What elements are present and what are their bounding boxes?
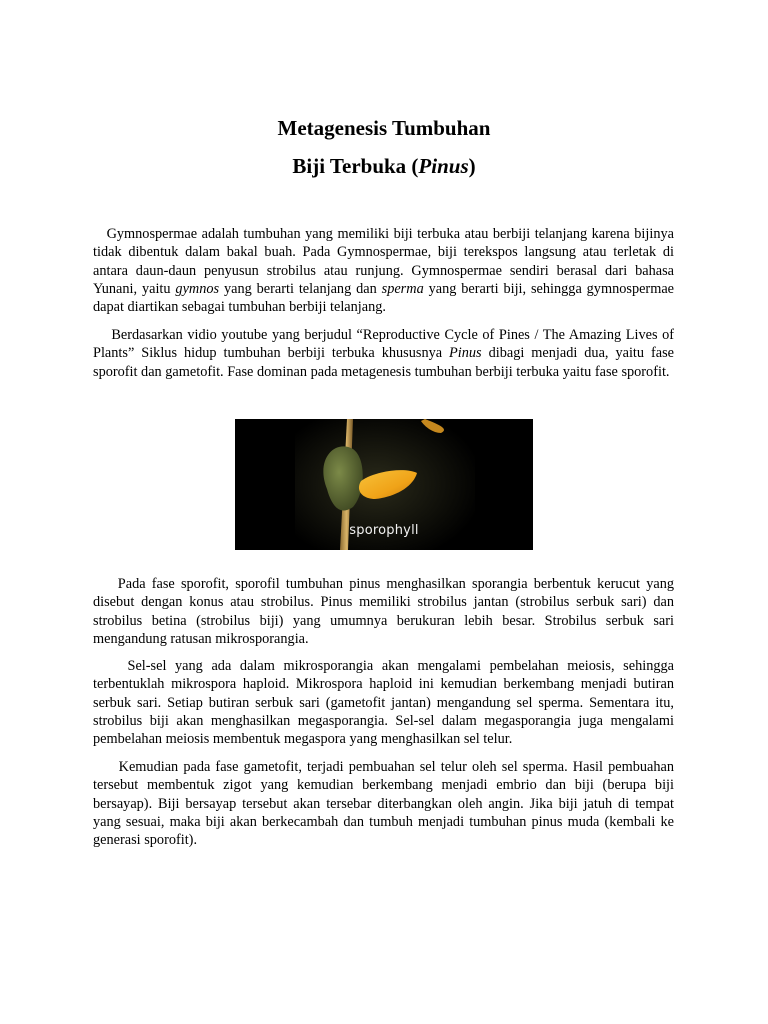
paragraph-video-reference <box>93 326 674 381</box>
p5-text: Kemudian pada fase gametofit, terjadi pembuahan sel telur oleh sel sperma. Hasil pembuahan tersebut membentuk zigot yang kemudian berkembang menjadi embrio dan biji (berupa biji bersayap). Biji bersayap tersebut akan tersebar diterbangkan oleh angin. Jika biji jatuh di tempat yang sesuai, maka biji akan berkecambah dan tumbuh menjadi tumbuhan pinus muda (kembali ke generasi sporofit). <box>93 759 674 849</box>
p2-text-b: dibagi menjadi dua, yaitu fase sporofit dan gametofit. Fase dominan pada metagenesis tumbuhan berbiji terbuka yaitu fase sporofit. <box>93 345 675 380</box>
paragraph-meiosis <box>93 657 674 748</box>
p2-text-a: Berdasarkan vidio youtube yang berjudul “Reproductive Cycle of Pines / The Amazing Lives of Plants” Siklus hidup tumbuhan berbiji terbuka khususnya <box>93 327 674 362</box>
paragraph-gymnospermae <box>93 225 674 316</box>
document-title: Metagenesis Tumbuhan <box>277 116 491 140</box>
document-subtitle <box>0 154 768 178</box>
subtitle-italic: Pinus <box>418 154 469 178</box>
p1-term-sperma: sperma <box>381 280 424 297</box>
p3-text: Pada fase sporofit, sporofil tumbuhan pinus menghasilkan sporangia berbentuk kerucut yang disebut dengan konus atau strobilus. Pinus memiliki strobilus jantan (strobilus serbuk sari) dan strobilus betina (strobilus biji) yang umumnya berukuran lebih besar. Strobilus serbuk sari mengandung ratusan mikrosporangia. <box>93 576 674 647</box>
p1-term-gymnos: gymnos <box>175 280 220 297</box>
p2-term-pinus: Pinus <box>449 345 482 362</box>
paragraph-sporophyte-phase <box>93 575 674 648</box>
subtitle-suffix: ) <box>468 154 476 178</box>
p1-text-a: Gymnospermae adalah tumbuhan yang memiliki biji terbuka atau berbiji telanjang karena bijinya tidak dibentuk dalam bakal buah. Pada Gymnospermae, biji terekspos langsung atau terletak di antara daun-daun penyusun strobilus atau runjung. Gymnospermae sendiri berasal dari bahasa Yunani, yaitu <box>93 226 674 297</box>
paragraph-gametophyte-phase <box>93 758 674 849</box>
p1-text-b: yang berarti telanjang dan <box>219 280 382 297</box>
figure-caption: sporophyll <box>349 523 419 538</box>
p4-text: Sel-sel yang ada dalam mikrosporangia akan mengalami pembelahan meiosis, sehingga terbentuklah mikrospora haploid. Mikrospora haploid ini kemudian berkembang menjadi butiran serbuk sari. Setiap butiran serbuk sari (gametofit jantan) mengandung sel sperma. Sementara itu, strobilus biji akan menghasilkan megasporangia. Sel-sel dalam megasporangia juga mengalami pembelahan meiosis membentuk megaspora yang menghasilkan sel telur. <box>93 658 674 748</box>
p1-text-c: yang berarti biji, sehingga gymnospermae dapat diartikan sebagai tumbuhan berbiji telanjang. <box>93 280 675 316</box>
subtitle-prefix: Biji Terbuka ( <box>292 154 419 178</box>
sporophyll-figure <box>235 419 533 550</box>
